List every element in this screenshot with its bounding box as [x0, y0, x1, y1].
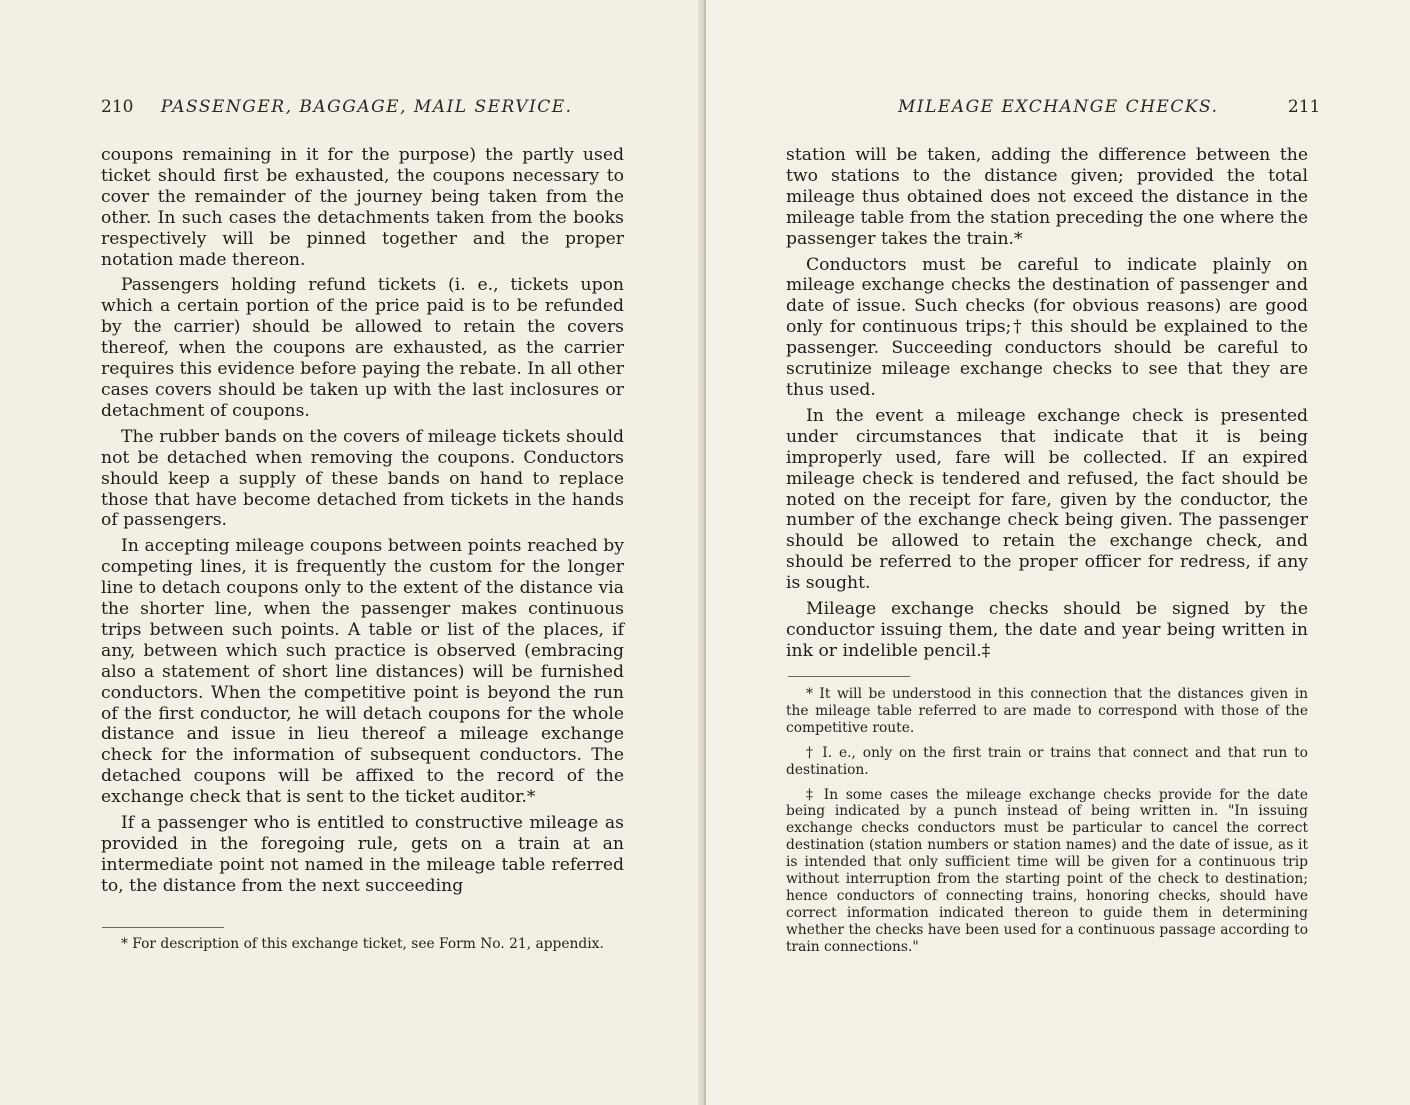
paragraph: In the event a mileage exchange check is presented under circumstances that indicate that it is being improperly used, fare will be collected. If an expired mileage check is tendered and refused, the fact should be noted on the receipt for fare, given by the conductor, the number of the exchange check being given. The passenger should be allowed to retain the exchange check, and should be referred to the proper officer for redress, if any is sought. [786, 405, 1308, 594]
right-body-text [786, 145, 1308, 667]
right-page [706, 0, 1410, 1105]
footnote: * For description of this exchange ticket, see Form No. 21, appendix. [121, 936, 604, 952]
footnote-divider [102, 927, 224, 928]
paragraph: In accepting mileage coupons between points reached by competing lines, it is frequently the custom for the longer line to detach coupons only to the extent of the distance via the shorter line, when the passenger makes continuous trips between such points. A table or list of the places, if any, between which such practice is observed (embracing also a statement of short line distances) will be furnished conductors. When the competitive point is beyond the run of the first conductor, he will detach coupons for the whole distance and issue in lieu thereof a mileage exchange check for the information of subsequent conductors. The detached coupons will be affixed to the record of the exchange check that is sent to the ticket auditor.* [101, 536, 624, 808]
paragraph: station will be taken, adding the difference between the two stations to the distance given; provided the total mileage thus obtained does not exceed the distance in the mileage table from the station preceding the one where the passenger takes the train.* [786, 145, 1308, 249]
footnote-divider [788, 676, 910, 677]
footnote: † I. e., only on the first train or trains that connect and that run to destination. [786, 744, 1308, 778]
right-footnotes [786, 686, 1308, 964]
left-footnotes [101, 936, 624, 961]
paragraph: Mileage exchange checks should be signed by the conductor issuing them, the date and year being written in ink or indelible pencil.‡ [786, 599, 1308, 661]
paragraph: coupons remaining in it for the purpose) the partly used ticket should first be exhausted, the coupons necessary to cover the remainder of the journey being taken from the other. In such cases the detachments taken from the books respectively will be pinned together and the proper notation made thereon. [101, 145, 624, 270]
footnote: ‡ In some cases the mileage exchange checks provide for the date being indicated by a punch instead of being written in. "In issuing exchange checks conductors must be particular to cancel the correct destination (station numbers or station names) and the date of issue, as it is intended that only sufficient time will be given for a continuous trip without interruption from the starting point of the check to destination; hence conductors of connecting trains, honoring checks, should have correct information indicated thereon to guide them in determining whether the checks have been used for a continuous passage according to train connections." [786, 786, 1308, 955]
left-page-number: 210 [101, 97, 134, 117]
paragraph: If a passenger who is entitled to constructive mileage as provided in the foregoing rule, gets on a train at an intermediate point not named in the mileage table referred to, the distance from the next succeeding [101, 813, 624, 896]
footnote: * It will be understood in this connection that the distances given in the mileage table referred to are made to correspond with those of the competitive route. [786, 686, 1308, 736]
right-running-head [898, 97, 1320, 117]
paragraph: The rubber bands on the covers of mileage tickets should not be detached when removing the coupons. Conductors should keep a supply of these bands on hand to replace those that have become detached from tickets in the hands of passengers. [101, 426, 624, 531]
left-running-title: PASSENGER, BAGGAGE, MAIL SERVICE. [160, 97, 573, 117]
left-running-head [101, 97, 573, 117]
right-page-number: 211 [1287, 97, 1321, 117]
paragraph: Conductors must be careful to indicate plainly on mileage exchange checks the destination of passenger and date of issue. Such checks (for obvious reasons) are good only for continuous trips;† this should be explained to the passenger. Succeeding conductors should be careful to scrutinize mileage exchange checks to see that they are thus used. [786, 254, 1308, 400]
left-page [0, 0, 704, 1105]
paragraph: Passengers holding refund tickets (i. e., tickets upon which a certain portion of the price paid is to be refunded by the carrier) should be allowed to retain the covers thereof, when the coupons are exhausted, as the carrier requires this evidence before paying the rebate. In all other cases covers should be taken up with the last inclosures or detachment of coupons. [101, 275, 624, 421]
right-running-title: MILEAGE EXCHANGE CHECKS. [898, 97, 1219, 117]
left-body-text [101, 145, 624, 902]
